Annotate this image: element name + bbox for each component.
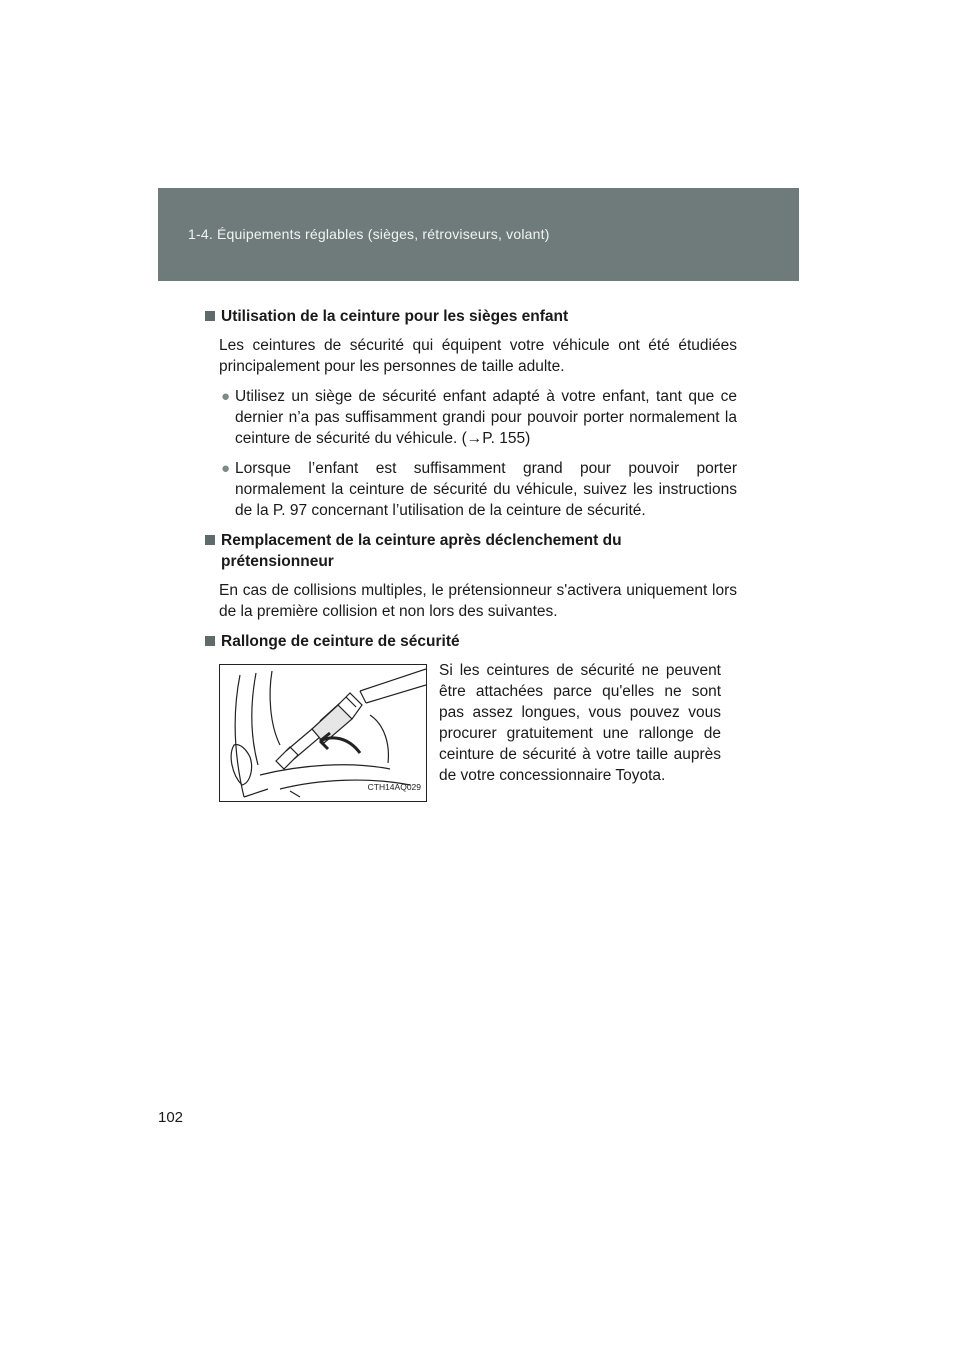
chapter-header [158, 188, 799, 281]
section-paragraph: Les ceintures de sécurité qui équipent votre véhicule ont été étudiées principalement pour les personnes de taille adulte. [219, 337, 737, 375]
chapter-title: 1-4. Équipements réglables (sièges, rétroviseurs, volant) [188, 226, 550, 242]
list-item-text: Utilisez un siège de sécurité enfant adapté à votre enfant, tant que ce dernier n’a pas suffisamment grandi pour pouvoir porter normalement la ceinture de sécurité du véhicule. (→P. 155) [235, 388, 737, 447]
circle-bullet-icon: ● [221, 388, 231, 405]
section-heading-text: Utilisation de la ceinture pour les sièges enfant [221, 308, 569, 325]
page-number: 102 [158, 1109, 184, 1126]
section-heading [205, 530, 737, 572]
list-item [221, 458, 737, 521]
section-heading [205, 306, 737, 327]
section-paragraph: En cas de collisions multiples, le prétensionneur s'activera uniquement lors de la première collision et non lors des suivantes. [219, 582, 737, 620]
square-bullet-icon [205, 535, 215, 545]
section-heading-text: Remplacement de la ceinture après déclenchement du prétensionneur [221, 532, 622, 570]
list-item-text: Lorsque l’enfant est suffisamment grand pour pouvoir porter normalement la ceinture de sécurité du véhicule, suivez les instructions de la P. 97 concernant l’utilisation de la ceinture de sécurité. [235, 460, 737, 519]
square-bullet-icon [205, 636, 215, 646]
seatbelt-extender-illustration [219, 664, 427, 802]
square-bullet-icon [205, 311, 215, 321]
figure-row [219, 664, 737, 802]
figure-code: CTH14AQ029 [367, 782, 421, 792]
main-content [205, 306, 737, 802]
list-item [221, 386, 737, 449]
section-heading [205, 631, 737, 652]
section-paragraph: Si les ceintures de sécurité ne peuvent être attachées parce qu'elles ne sont pas assez longues, vous pouvez vous procurer gratuitement une rallonge de ceinture de sécurité à votre taille auprès de votre concessionnaire Toyota. [439, 662, 721, 784]
circle-bullet-icon: ● [221, 460, 231, 477]
section-heading-text: Rallonge de ceinture de sécurité [221, 633, 460, 650]
